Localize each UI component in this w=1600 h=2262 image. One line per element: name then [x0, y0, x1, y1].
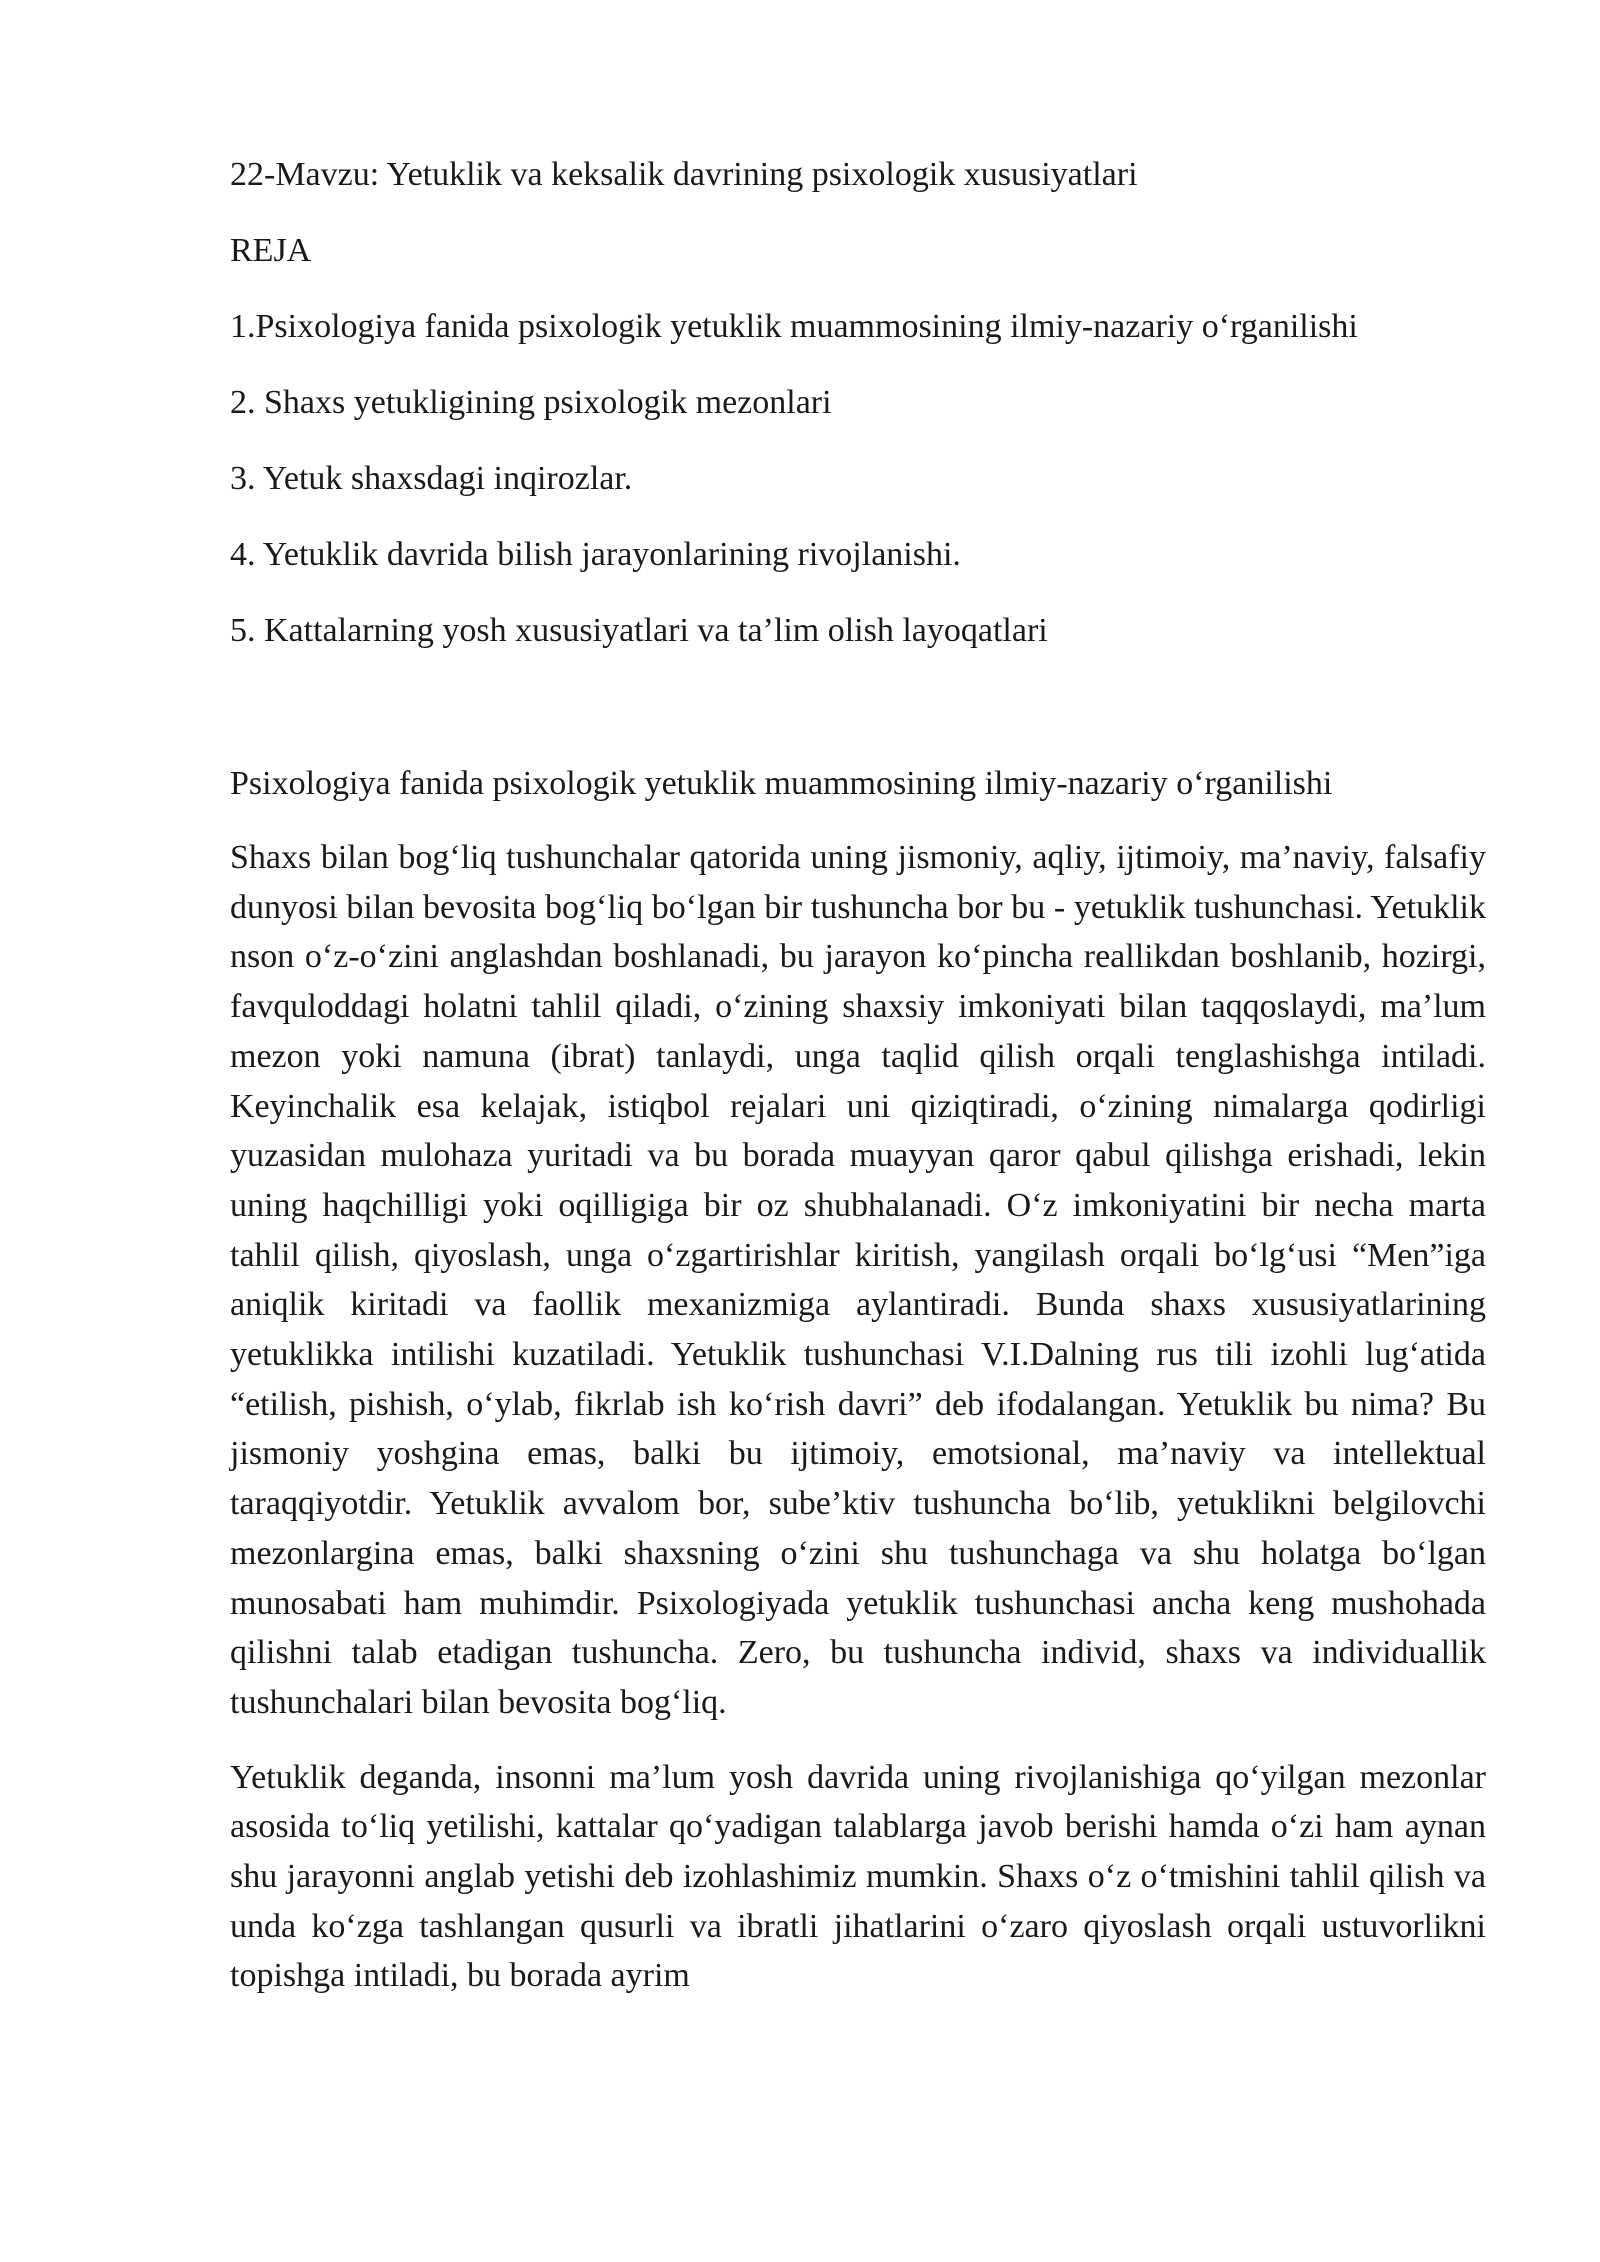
- section-title: Psixologiya fanida psixologik yetuklik muammosining ilmiy-nazariy o‘rganilishi: [230, 765, 1333, 802]
- plan-heading: REJA: [230, 232, 312, 269]
- document-body: [230, 150, 1486, 2001]
- plan-item-5: 5. Kattalarning yosh xususiyatlari va ta’lim olish layoqatlari: [230, 612, 1048, 649]
- plan-item-2: 2. Shaxs yetukligining psixologik mezonlari: [230, 384, 832, 421]
- plan-list: [230, 302, 1486, 656]
- body-paragraph-1: Shaxs bilan bog‘liq tushunchalar qatorida uning jismoniy, aqliy, ijtimoiy, ma’naviy, falsafiy dunyosi bilan bevosita bog‘liq bo‘lgan bir tushuncha bor bu - yetuklik tushunchasi. Yetuklik nson o‘z-o‘zini anglashdan boshlanadi, bu jarayon ko‘pincha reallikdan boshlanib, hozirgi, favquloddagi holatni tahlil qiladi, o‘zining shaxsiy imkoniyati bilan taqqoslaydi, ma’lum mezon yoki namuna (ibrat) tanlaydi, unga taqlid qilish orqali tenglashishga intiladi. Keyinchalik esa kelajak, istiqbol rejalari uni qiziqtiradi, o‘zining nimalarga qodirligi yuzasidan mulohaza yuritadi va bu borada muayyan qaror qabul qilishga erishadi, lekin uning haqchilligi yoki oqilligiga bir oz shubhalanadi. O‘z imkoniyatini bir necha marta tahlil qilish, qiyoslash, unga o‘zgartirishlar kiritish, yangilash orqali bo‘lg‘usi “Men”iga aniqlik kiritadi va faollik mexanizmiga aylantiradi. Bunda shaxs xususiyatlarining yetuklikka intilishi kuzatiladi. Yetuklik tushunchasi V.I.Dalning rus tili izohli lug‘atida “etilish, pishish, o‘ylab, fikrlab ish ko‘rish davri” deb ifodalangan. Yetuklik bu nima? Bu jismoniy yoshgina emas, balki bu ijtimoiy, emotsional, ma’naviy va intellektual taraqqiyotdir. Yetuklik avvalom bor, sube’ktiv tushuncha bo‘lib, yetuklikni belgilovchi mezonlargina emas, balki shaxsning o‘zini shu tushunchaga va shu holatga bo‘lgan munosabati ham muhimdir. Psixologiyada yetuklik tushunchasi ancha keng mushohada qilishni talab etadigan tushuncha. Zero, bu tushuncha individ, shaxs va individuallik tushunchalari bilan bevosita bog‘liq.: [230, 839, 1486, 1721]
- document-title: 22-Mavzu: Yetuklik va keksalik davrining psixologik xususiyatlari: [230, 156, 1138, 193]
- body-paragraph-2: Yetuklik deganda, insonni ma’lum yosh davrida uning rivojlanishiga qo‘yilgan mezonlar asosida to‘liq yetilishi, kattalar qo‘yadigan talablarga javob berishi hamda o‘zi ham aynan shu jarayonni anglab yetishi deb izohlashimiz mumkin. Shaxs o‘z o‘tmishini tahlil qilish va unda ko‘zga tashlangan qusurli va ibratli jihatlarini o‘zaro qiyoslash orqali ustuvorlikni topishga intiladi, bu borada ayrim: [230, 1758, 1486, 1995]
- plan-item-3: 3. Yetuk shaxsdagi inqirozlar.: [230, 460, 633, 497]
- plan-item-4: 4. Yetuklik davrida bilish jarayonlarining rivojlanishi.: [230, 536, 961, 573]
- plan-item-1: 1.Psixologiya fanida psixologik yetuklik muammosining ilmiy-nazariy o‘rganilishi: [230, 308, 1358, 345]
